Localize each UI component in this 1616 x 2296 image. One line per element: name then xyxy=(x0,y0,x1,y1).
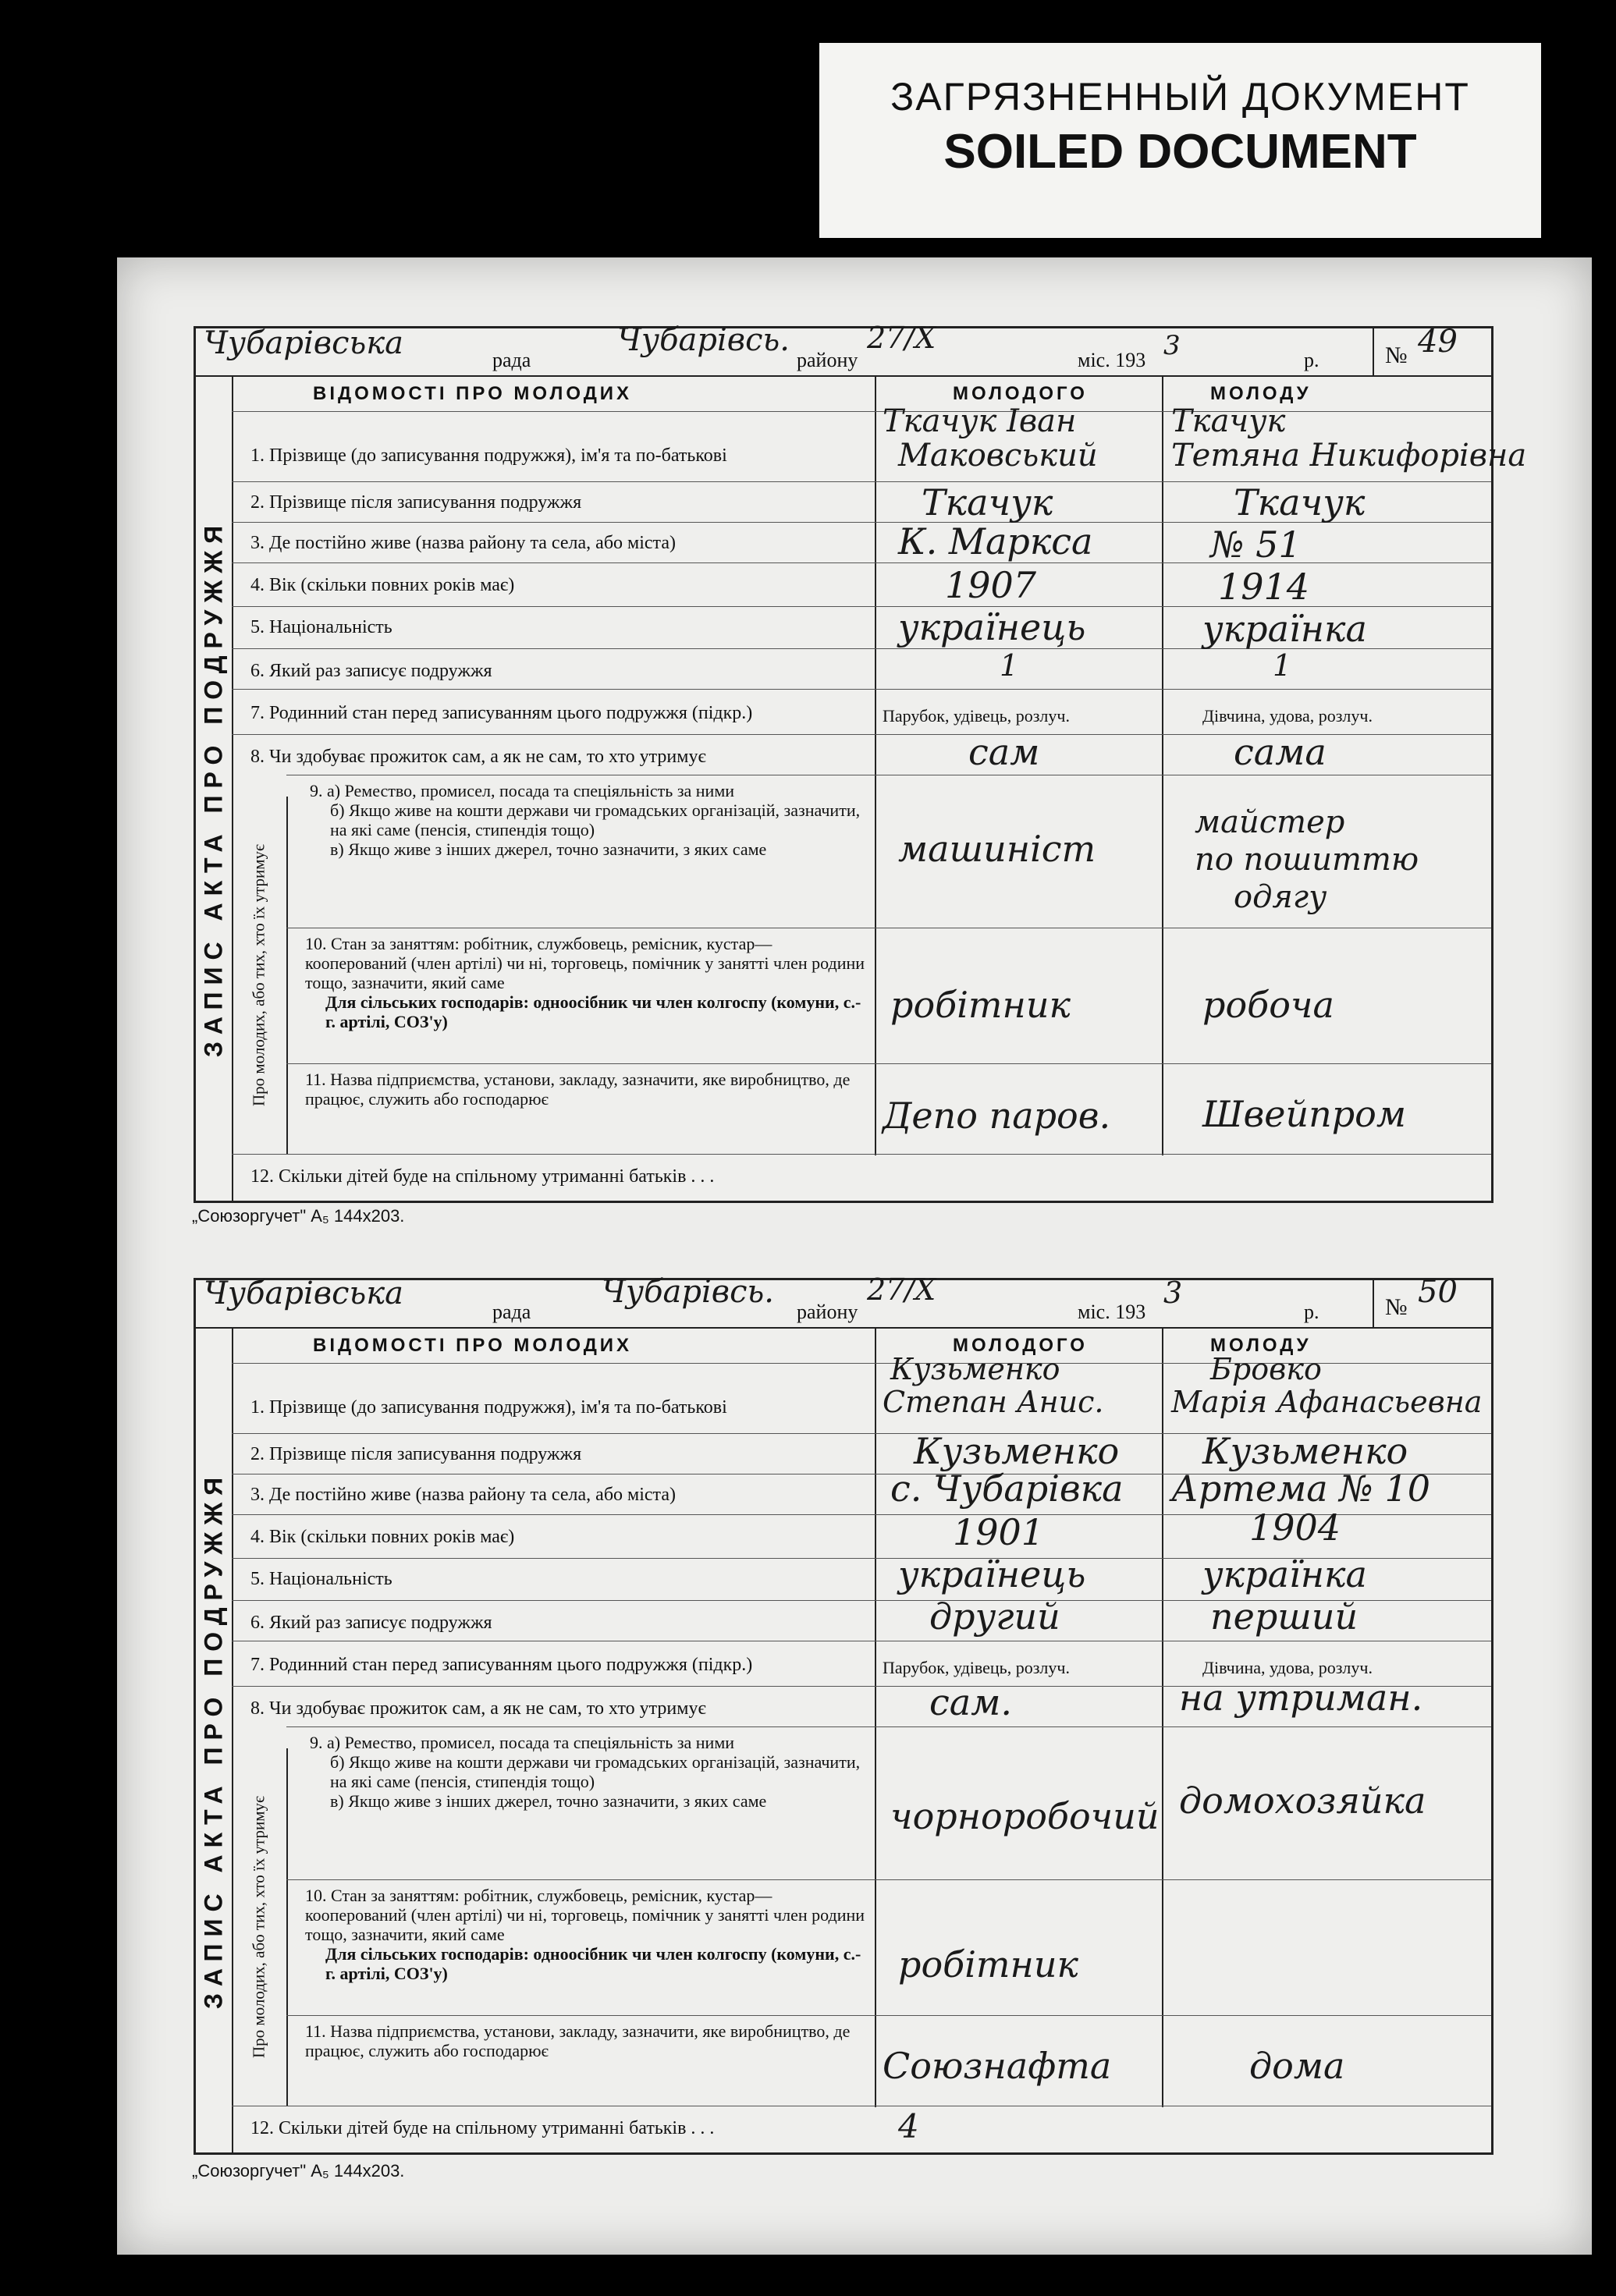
side-title-column: ЗАПИС АКТА ПРО ПОДРУЖЖЯ xyxy=(196,375,233,1201)
village-council-handwriting: Чубарівська xyxy=(204,1276,403,1311)
groom-occupation-handwriting: робітник xyxy=(890,984,1071,1026)
record-number-handwriting: 49 xyxy=(1418,324,1458,360)
side-title-column: ЗАПИС АКТА ПРО ПОДРУЖЖЯ xyxy=(196,1327,233,2152)
groom-trade-handwriting: чорноробочий xyxy=(890,1795,1160,1837)
field-surname-name: 1. Прізвище (до записування подружжя), ім'я та по-батькові xyxy=(250,1397,727,1418)
bride-birth-year-handwriting: 1904 xyxy=(1249,1506,1341,1549)
record-number-box: № xyxy=(1373,328,1491,375)
bride-name-handwriting: Ткачук xyxy=(1171,403,1286,439)
marriage-record-form-1 xyxy=(194,321,1527,1203)
groom-birth-year-handwriting: 1907 xyxy=(945,564,1037,606)
stamp-line-ru: ЗАГРЯЗНЕННЫЙ ДОКУМЕНТ xyxy=(890,75,1470,119)
field-trade: 9. а) Ремество, промисел, посада та спеціяльність за ними б) Якщо живе на кошти держави чи громадських організацій, зазначити, на які саме (пенсія, стипендія тощо) в) Якщо живе з інших джерел, точно зазначити, з яких саме xyxy=(310,781,861,859)
field-residence: 3. Де постійно живе (назва району та села, або міста) xyxy=(250,1485,676,1505)
record-number-handwriting: 50 xyxy=(1418,1274,1458,1310)
groom-marriage-count-handwriting: 1 xyxy=(1000,648,1019,683)
info-column-title: ВІДОМОСТІ ПРО МОЛОДИХ xyxy=(313,1335,633,1356)
bride-surname-after-handwriting: Кузьменко xyxy=(1202,1430,1408,1472)
groom-name-handwriting: Ткачук Іван xyxy=(883,403,1077,439)
soiled-document-stamp xyxy=(819,43,1541,238)
bride-trade-handwriting: домохозяйка xyxy=(1179,1780,1426,1822)
record-number-box: № xyxy=(1373,1280,1491,1327)
bride-column-divider xyxy=(1162,375,1163,1155)
field-marital-status: 7. Родинний стан перед записуванням цього подружжя (підкр.) xyxy=(250,703,753,723)
field-livelihood: 8. Чи здобуває прожиток сам, а як не сам, то хто утримує xyxy=(250,1698,706,1719)
field-children: 12. Скільки дітей буде на спільному утриманні батьків . . . xyxy=(250,2118,715,2138)
groom-nationality-handwriting: українець xyxy=(898,606,1086,648)
bride-occupation-handwriting: робоча xyxy=(1202,984,1334,1026)
field-livelihood: 8. Чи здобуває прожиток сам, а як не сам, то хто утримує xyxy=(250,747,706,767)
groom-workplace-handwriting: Депо паров. xyxy=(883,1095,1111,1137)
rada-label: рада xyxy=(492,1301,531,1323)
children-count-handwriting: 4 xyxy=(898,2107,919,2145)
year-digit-handwriting: 3 xyxy=(1163,330,1181,361)
side-subtitle-column: Про молодих, або тих, хто їх утримує xyxy=(232,1748,288,2106)
groom-status-options: Парубок, удівець, розлуч. xyxy=(883,1658,1070,1677)
bride-nationality-handwriting: українка xyxy=(1202,1553,1367,1595)
print-footer-1: „Союзоргучет" А₅ 144x203. xyxy=(192,1206,405,1226)
bride-trade-handwriting-2: по пошиттю xyxy=(1195,842,1419,878)
date-handwriting: 27/X xyxy=(867,321,936,355)
field-surname-after: 2. Прізвище після записування подружжя xyxy=(250,492,582,513)
field-age: 4. Вік (скільки повних років має) xyxy=(250,575,515,595)
groom-surname-after-handwriting: Ткачук xyxy=(922,481,1053,523)
row-divider xyxy=(232,562,1491,563)
form-header xyxy=(196,321,1491,377)
groom-column-divider xyxy=(875,375,876,1155)
groom-patronymic-handwriting: Маковський xyxy=(898,438,1098,474)
rayon-label: району xyxy=(797,1301,858,1323)
date-handwriting: 27/X xyxy=(867,1272,936,1307)
field-marriage-count: 6. Який раз записує подружжя xyxy=(250,661,492,681)
bride-workplace-handwriting: дома xyxy=(1249,2045,1345,2087)
district-handwriting: Чубарівсь. xyxy=(617,322,790,358)
month-label: міс. 193 xyxy=(1078,1301,1146,1323)
field-surname-name: 1. Прізвище (до записування подружжя), ім'я та по-батькові xyxy=(250,445,727,466)
bride-status-options: Дівчина, удова, розлуч. xyxy=(1202,1658,1373,1677)
marriage-record-form-2 xyxy=(194,1272,1493,2155)
groom-column-title: МОЛОДОГО xyxy=(953,383,1088,404)
row-divider xyxy=(286,1726,1491,1727)
field-children: 12. Скільки дітей буде на спільному утриманні батьків . . . xyxy=(250,1166,715,1187)
field-occupation-status: 10. Стан за заняттям: робітник, службовець, ремісник, кустар—кооперований (член артілі) чи ні, торговець, помічник у занятті член родини тощо, зазначити, який саме Для сільських господарів: одноосібник чи член колгоспу (комуни, с.-г. артілі, СОЗ'у) xyxy=(305,1886,865,1983)
field-nationality: 5. Національність xyxy=(250,617,392,637)
groom-livelihood-handwriting: сам. xyxy=(929,1681,1012,1723)
year-suffix-label: р. xyxy=(1304,349,1319,371)
groom-residence-handwriting: К. Маркса xyxy=(898,520,1093,562)
district-handwriting: Чубарівсь. xyxy=(602,1274,774,1310)
bride-residence-handwriting: № 51 xyxy=(1210,523,1302,566)
bride-marriage-count-handwriting: перший xyxy=(1210,1595,1359,1638)
row-divider xyxy=(286,1879,1491,1880)
field-nationality: 5. Національність xyxy=(250,1569,392,1589)
bride-residence-handwriting: Артема № 10 xyxy=(1171,1467,1430,1510)
field-surname-after: 2. Прізвище після записування подружжя xyxy=(250,1444,582,1464)
field-marriage-count: 6. Який раз записує подружжя xyxy=(250,1613,492,1633)
bride-column-title: МОЛОДУ xyxy=(1210,383,1312,404)
field-workplace: 11. Назва підприємства, установи, закладу, зазначити, яке виробництво, де працює, служить або господарює xyxy=(305,1070,851,1109)
bride-name-handwriting: Бровко xyxy=(1210,1352,1322,1386)
groom-marriage-count-handwriting: другий xyxy=(929,1595,1060,1638)
bride-workplace-handwriting: Швейпром xyxy=(1202,1093,1407,1135)
field-workplace: 11. Назва підприємства, установи, закладу, зазначити, яке виробництво, де працює, служить або господарює xyxy=(305,2021,851,2060)
bride-surname-after-handwriting: Ткачук xyxy=(1234,481,1366,523)
bride-livelihood-handwriting: на утриман. xyxy=(1179,1677,1423,1719)
bride-status-options: Дівчина, удова, розлуч. xyxy=(1202,706,1373,726)
groom-surname-after-handwriting: Кузьменко xyxy=(914,1430,1120,1472)
stamp-line-en: SOILED DOCUMENT xyxy=(943,125,1417,179)
groom-column-divider xyxy=(875,1327,876,2107)
rayon-label: району xyxy=(797,349,858,371)
month-label: міс. 193 xyxy=(1078,349,1146,371)
groom-nationality-handwriting: українець xyxy=(898,1553,1086,1595)
form-header xyxy=(196,1272,1491,1329)
row-divider xyxy=(232,689,1491,690)
bride-birth-year-handwriting: 1914 xyxy=(1218,566,1310,608)
document-sheet xyxy=(117,257,1592,2255)
year-digit-handwriting: 3 xyxy=(1163,1276,1183,1310)
groom-status-options: Парубок, удівець, розлуч. xyxy=(883,706,1070,726)
print-footer-2: „Союзоргучет" А₅ 144x203. xyxy=(192,2161,405,2181)
groom-birth-year-handwriting: 1901 xyxy=(953,1511,1045,1553)
groom-workplace-handwriting: Союзнафта xyxy=(883,2045,1112,2087)
year-suffix-label: р. xyxy=(1304,1301,1319,1323)
bride-nationality-handwriting: українка xyxy=(1202,608,1367,650)
field-age: 4. Вік (скільки повних років має) xyxy=(250,1527,515,1547)
groom-residence-handwriting: с. Чубарівка xyxy=(890,1467,1124,1510)
bride-marriage-count-handwriting: 1 xyxy=(1273,648,1292,683)
groom-patronymic-handwriting: Степан Анис. xyxy=(883,1385,1104,1419)
bride-column-title: МОЛОДУ xyxy=(1210,1335,1312,1356)
row-divider xyxy=(232,411,1491,412)
bride-trade-handwriting-1: майстер xyxy=(1195,804,1345,840)
field-residence: 3. Де постійно живе (назва району та села, або міста) xyxy=(250,533,676,553)
field-trade: 9. а) Ремество, промисел, посада та спеціяльність за ними б) Якщо живе на кошти держави чи громадських організацій, зазначити, на які саме (пенсія, стипендія тощо) в) Якщо живе з інших джерел, точно зазначити, з яких саме xyxy=(310,1733,861,1811)
bride-trade-handwriting-3: одягу xyxy=(1234,879,1327,915)
info-column-title: ВІДОМОСТІ ПРО МОЛОДИХ xyxy=(313,383,633,404)
village-council-handwriting: Чубарівська xyxy=(204,325,403,361)
bride-livelihood-handwriting: сама xyxy=(1234,731,1327,773)
bride-patronymic-handwriting: Тетяна Никифорівна xyxy=(1171,438,1527,474)
bride-column-divider xyxy=(1162,1327,1163,2107)
groom-livelihood-handwriting: сам xyxy=(968,731,1040,773)
row-divider xyxy=(232,1154,1491,1155)
groom-column-title: МОЛОДОГО xyxy=(953,1335,1088,1356)
groom-trade-handwriting: машиніст xyxy=(898,828,1096,870)
row-divider xyxy=(286,2015,1491,2016)
row-divider xyxy=(286,1063,1491,1064)
field-occupation-status: 10. Стан за заняттям: робітник, службовець, ремісник, кустар—кооперований (член артілі) чи ні, торговець, помічник у занятті член родини тощо, зазначити, який саме Для сільських господарів: одноосібник чи член колгоспу (комуни, с.-г. артілі, СОЗ'у) xyxy=(305,934,865,1031)
groom-name-handwriting: Кузьменко xyxy=(890,1352,1060,1386)
bride-patronymic-handwriting: Марія Афанасьевна xyxy=(1171,1385,1483,1419)
field-marital-status: 7. Родинний стан перед записуванням цього подружжя (підкр.) xyxy=(250,1655,753,1675)
rada-label: рада xyxy=(492,349,531,371)
groom-occupation-handwriting: робітник xyxy=(898,1943,1078,1985)
side-subtitle-column: Про молодих, або тих, хто їх утримує xyxy=(232,797,288,1154)
